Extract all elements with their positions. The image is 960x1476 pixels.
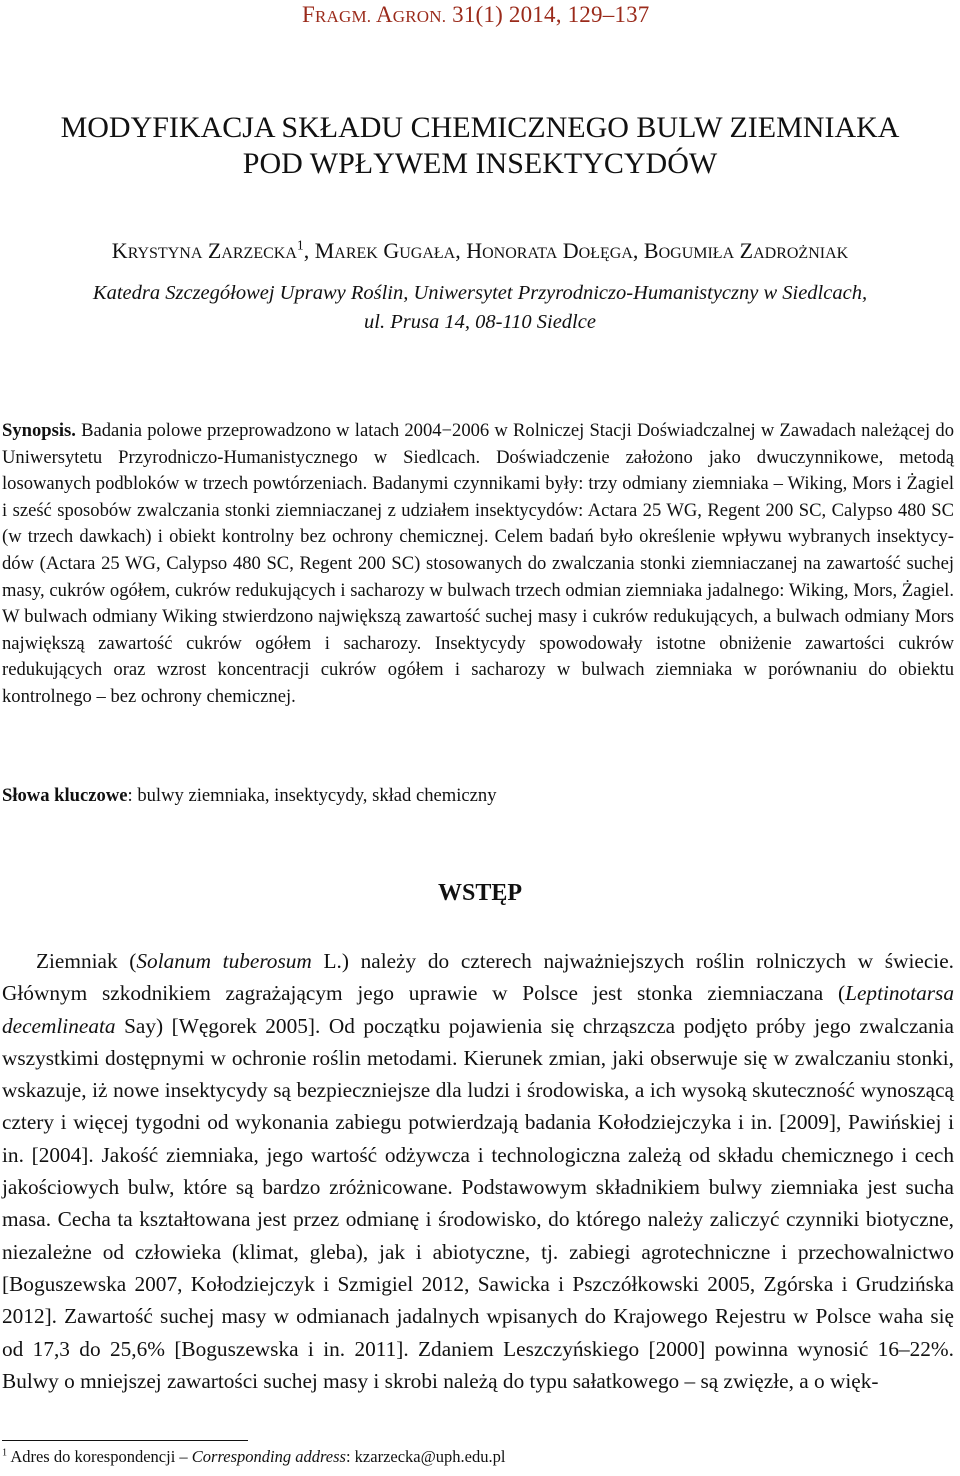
- species-name: Solanum tuberosum: [136, 949, 312, 973]
- keywords: [2, 785, 497, 807]
- author-list: [0, 238, 960, 264]
- author-2-initial: M: [314, 238, 335, 263]
- species-name: Leptinotarsa decemlineata: [2, 981, 954, 1038]
- author-4: [644, 238, 848, 263]
- journal-name-initial-2: A: [375, 2, 393, 27]
- body-text-segment: L.) należy do czterech najważniejszych roślin rolniczych w świecie. Głównym szkodnikiem zagrażającym jego uprawie w Polsce jest stonka ziemniaczana (: [2, 949, 954, 1006]
- footnote-italic: Corresponding address: [191, 1447, 346, 1466]
- journal-volume-pages: 31(1) 2014, 129–137: [452, 2, 650, 27]
- author-3: [466, 238, 644, 263]
- journal-name-rest: RAGM.: [315, 7, 372, 26]
- author-3-last-initial: D: [562, 238, 579, 263]
- footnote: [2, 1447, 505, 1467]
- footnote-label: Adres do korespondencji –: [7, 1447, 192, 1466]
- author-1-footnote-mark: 1: [296, 237, 304, 253]
- author-1-last-initial: Z: [207, 238, 222, 263]
- author-4-last-rest: ADROŻNIAK: [753, 245, 849, 262]
- body-text-segment: Ziemniak (: [36, 949, 137, 973]
- author-3-first-rest: ONORATA: [482, 245, 558, 262]
- author-2: [315, 238, 467, 263]
- keywords-label: Słowa kluczowe: [2, 785, 128, 806]
- author-4-last-initial: Z: [739, 238, 754, 263]
- affiliation-line-2: ul. Prusa 14, 08-110 Siedlce: [364, 311, 596, 333]
- section-heading: WSTĘP: [437, 880, 523, 906]
- author-separator: ,: [303, 238, 315, 263]
- abstract: [2, 418, 954, 711]
- journal-citation: [302, 2, 650, 28]
- author-3-last-rest: OŁĘGA: [578, 245, 633, 262]
- affiliation: [0, 279, 960, 337]
- footnote-divider: [2, 1440, 248, 1441]
- keywords-text: : bulwy ziemniaka, insektycydy, skład chemiczny: [127, 785, 497, 806]
- abstract-text: Badania polowe przeprowadzono w latach 2004−2006 w Rolniczej Stacji Doświadczalnej w Zawadach należącej do Uniwersytetu Przyrodniczo-Humanistycznego w Siedlcach. Doświadczenie założono jako dwuczynnikowe, metodą losowanych podbloków w trzech powtórzeniach. Badanymi czynnikami były: trzy odmiany ziemniaka – Wiking, Mors i Żagiel i sześć sposobów zwalczania stonki ziemniaczanej z udziałem insektycydów: Actara 25 WG, Regent 200 SC, Calypso 480 SC (w trzech dawkach) i obiekt kontrolny bez ochrony chemicznej. Celem badań było określenie wpływu wybranych insektycydów (Actara 25 WG, Calypso 480 SC, Regent 200 SC) stosowanych do zwalczania stonki ziemniaczanej na zawartość suchej masy, cukrów ogółem, cukrów redukujących i sacharozy w bulwach trzech odmian ziemniaka jadalnego: Wiking, Mors, Żagiel. W bulwach odmiany Wiking stwierdzono największą zawartość suchej masy i cukrów redukujących, a bulwach odmiany Mors największą zawartość cukrów ogółem i sacharozy. Insektycydy spowodowały istotne obniżenie zawartości cukrów redukujących oraz wzrost koncentracji cukrów ogółem i sacharozy w bulwach ziemniaka w porównaniu do obiektu kontrolnego – bez ochrony chemicznej.: [2, 420, 954, 707]
- footnote-email: : kzarzecka@uph.edu.pl: [345, 1447, 506, 1466]
- author-4-first-rest: OGUMIŁA: [658, 245, 735, 262]
- author-separator: ,: [455, 238, 467, 263]
- affiliation-line-1: Katedra Szczegółowej Uprawy Roślin, Uniwersytet Przyrodniczo-Humanistyczny w Siedlcach,: [92, 282, 868, 304]
- body-text-segment: Say) [Węgorek 2005]. Od początku pojawienia się chrząszcza podjęto próby jego zwalczania wszystkimi dostępnymi w ochronie roślin metodami. Kierunek zmian, jaki obserwuje się w zwalczaniu stonki, wskazuje, iż nowe insektycydy są bezpieczniejsze dla ludzi i środowiska, a ich wysoką skuteczność wynoszącą cztery i więcej tygodni od wykonania zabiegu potwierdzają badania Kołodziejczyka i in. [2009], Pawińskiej i in. [2004]. Jakość ziemniaka, jego wartość odżywcza i technologiczna zależą od składu chemicznego i cech jakościowych bulw, które są bardzo zróżnicowane. Podstawowym składnikiem bulwy ziemniaka jest sucha masa. Cecha ta kształtowana jest przez odmianę i środowisko, do którego należy zaliczyć czynniki biotyczne, niezależne od człowieka (klimat, gleba), jak i abiotyczne, tj. zabiegi agrotechniczne i przechowalnictwo [Boguszewska 2007, Kołodziejczyk i Szmigiel 2012, Sawicka i Pszczółkowski 2005, Zgórska i Grudzińska 2012]. Zawartość suchej masy w odmianach jadalnych wpisanych do Krajowego Rejestru w Polsce waha się od 17,3 do 25,6% [Boguszewska i in. 2011]. Zdaniem Leszczyńskiego [2000] powinna wynosić 16–22%. Bulwy o mniejszej zawartości suchej masy i skrobi należą do typu sałatkowego – są zwięzłe, a o więk-: [2, 1013, 954, 1393]
- author-separator: ,: [632, 238, 644, 263]
- body-paragraph: [2, 945, 954, 1397]
- abstract-label: Synopsis.: [2, 420, 76, 441]
- author-1-last-rest: ARZECKA: [221, 245, 297, 262]
- journal-name-initial: F: [302, 2, 315, 27]
- journal-name-rest-2: GRON.: [392, 7, 447, 26]
- author-2-first-rest: AREK: [334, 245, 378, 262]
- paper-title-line-2: POD WPŁYWEM INSEKTYCYDÓW: [242, 147, 718, 180]
- author-2-last-initial: G: [383, 238, 400, 263]
- paper-title-line-1: MODYFIKACJA SKŁADU CHEMICZNEGO BULW ZIEMNIAKA: [60, 111, 900, 144]
- author-4-initial: B: [643, 238, 659, 263]
- author-2-last-rest: UGAŁA: [399, 245, 456, 262]
- author-1-first-rest: RYSTYNA: [127, 245, 203, 262]
- footnote-mark: 1: [2, 1447, 8, 1459]
- author-1: [112, 238, 315, 263]
- paper-title: [0, 110, 960, 182]
- author-1-initial: K: [111, 238, 128, 263]
- author-3-initial: H: [466, 238, 483, 263]
